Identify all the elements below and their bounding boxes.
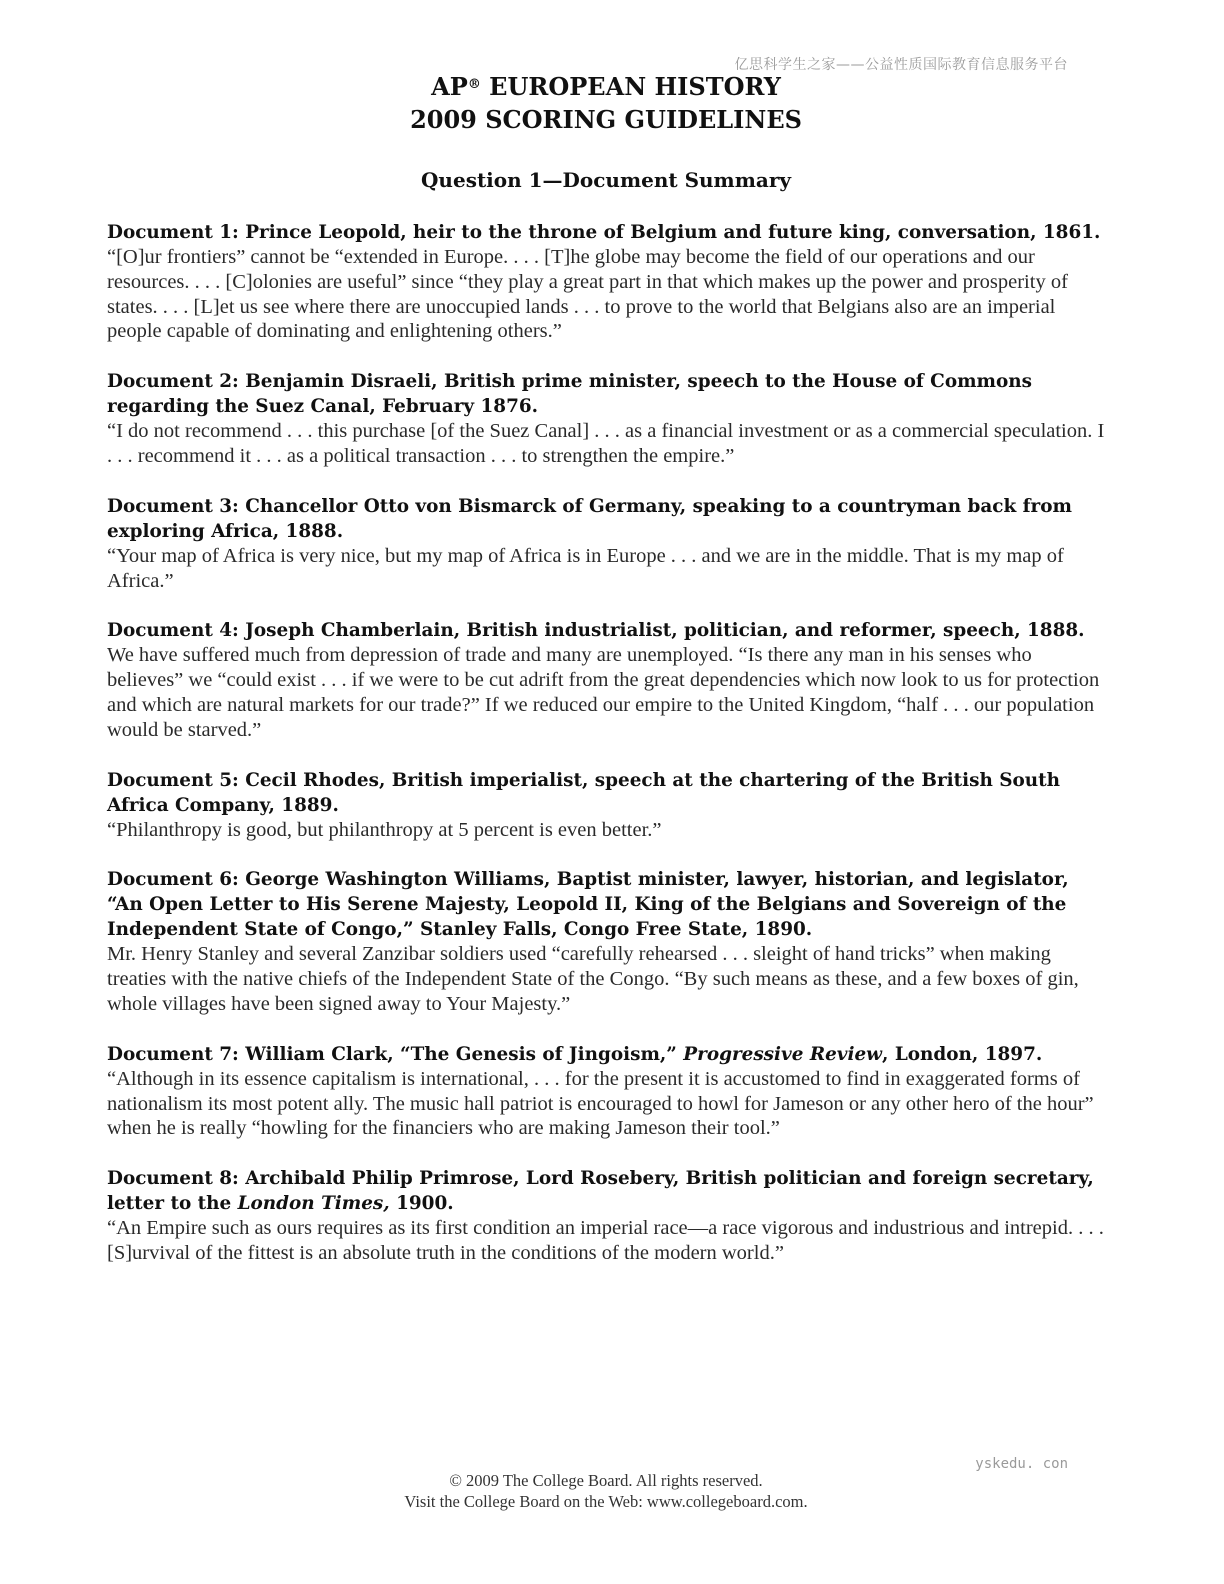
document-1-heading: Document 1: Prince Leopold, heir to the throne of Belgium and future king, conversation, 1861.	[107, 222, 1101, 243]
header-ap: AP	[431, 72, 468, 101]
document-5-heading: Document 5: Cecil Rhodes, British imperialist, speech at the chartering of the British South Africa Company, 1889.	[107, 769, 1061, 816]
footer-copyright: © 2009 The College Board. All rights reserved.	[449, 1471, 763, 1490]
document-4	[107, 618, 1107, 742]
document-3-heading: Document 3: Chancellor Otto von Bismarck of Germany, speaking to a countryman back from exploring Africa, 1888.	[107, 495, 1072, 542]
document-8-heading	[107, 1166, 1107, 1216]
document-7-body: “Although in its essence capitalism is international, . . . for the present it is accustomed to find in exaggerated forms of nationalism its most potent ally. The music hall patriot is encouraged to howl for Jameson or any other hero of the hour” when he is really “howling for the financiers who are making Jameson their tool.”	[107, 1067, 1094, 1140]
header-subject: EUROPEAN HISTORY	[480, 72, 781, 101]
document-1	[107, 220, 1107, 344]
document-7	[107, 1042, 1107, 1141]
document-2-body: “I do not recommend . . . this purchase [of the Suez Canal] . . . as a financial investment or as a commercial speculation. I . . . recommend it . . . as a political transaction . . . to strengthen the empire.”	[107, 420, 1105, 467]
document-7-heading-post: , London, 1897.	[882, 1043, 1043, 1065]
document-8-heading-pre: Document 8: Archibald Philip Primrose, Lord Rosebery, British politician and foreign secretary, letter to the	[107, 1168, 1094, 1215]
document-list	[107, 220, 1107, 1291]
document-3-body: “Your map of Africa is very nice, but my map of Africa is in Europe . . . and we are in the middle. That is my map of Africa.”	[107, 544, 1064, 592]
document-4-body: We have suffered much from depression of trade and many are unemployed. “Is there any man in his senses who believes” we “could exist . . . if we were to be cut adrift from the great dependencies which now look to us for protection and which are natural markets for our trade?” If we reduced our empire to the United Kingdom, “half . . . our population would be starved.”	[107, 644, 1100, 741]
question-title: Question 1—Document Summary	[421, 168, 791, 192]
registered-mark: ®	[467, 77, 481, 92]
document-3	[107, 494, 1107, 594]
document-7-heading	[107, 1042, 1107, 1067]
document-2	[107, 369, 1107, 469]
page-footer	[0, 1470, 1212, 1512]
document-6	[107, 867, 1107, 1016]
document-7-heading-italic: Progressive Review	[683, 1043, 883, 1065]
header-line-1	[0, 70, 1212, 103]
document-5-body: “Philanthropy is good, but philanthropy at 5 percent is even better.”	[107, 818, 662, 841]
footer-website: Visit the College Board on the Web: www.collegeboard.com.	[404, 1492, 808, 1511]
document-7-heading-pre: Document 7: William Clark, “The Genesis of Jingoism,”	[107, 1043, 684, 1065]
page-header	[0, 70, 1212, 136]
document-6-heading: Document 6: George Washington Williams, Baptist minister, lawyer, historian, and legislator, “An Open Letter to His Serene Majesty, Leopold II, King of the Belgians and Sovereign of the Independent State of Congo,” Stanley Falls, Congo Free State, 1890.	[107, 869, 1069, 941]
document-6-body: Mr. Henry Stanley and several Zanzibar soldiers used “carefully rehearsed . . . sleight of hand tricks” when making treaties with the native chiefs of the Independent State of the Congo. “By such means as these, and a few boxes of gin, whole villages have been signed away to Your Majesty.”	[107, 943, 1079, 1015]
document-8-heading-italic: London Times,	[237, 1193, 390, 1215]
document-5	[107, 768, 1107, 843]
document-2-heading: Document 2: Benjamin Disraeli, British prime minister, speech to the House of Commons regarding the Suez Canal, February 1876.	[107, 371, 1032, 418]
document-8-body: “An Empire such as ours requires as its first condition an imperial race—a race vigorous and industrious and intrepid. . . . [S]urvival of the fittest is an absolute truth in the conditions of the modern world.”	[107, 1217, 1104, 1264]
watermark-top-text: 亿思科学生之家——公益性质国际教育信息服务平台	[734, 57, 1068, 73]
document-8	[107, 1166, 1107, 1266]
document-4-heading: Document 4: Joseph Chamberlain, British industrialist, politician, and reformer, speech, 1888.	[107, 620, 1085, 642]
header-line-2: 2009 SCORING GUIDELINES	[410, 105, 802, 134]
document-8-heading-post: 1900.	[389, 1193, 454, 1215]
document-1-body: “[O]ur frontiers” cannot be “extended in Europe. . . . [T]he globe may become the field of our operations and our resources. . . . [C]olonies are useful” since “they play a great part in that which makes up the power and prosperity of states. . . . [L]et us see where there are unoccupied lands . . . to prove to the world that Belgians also are an imperial people capable of dominating and enlightening others.”	[107, 246, 1068, 343]
watermark-bottom-text: yskedu. con	[975, 1456, 1068, 1472]
